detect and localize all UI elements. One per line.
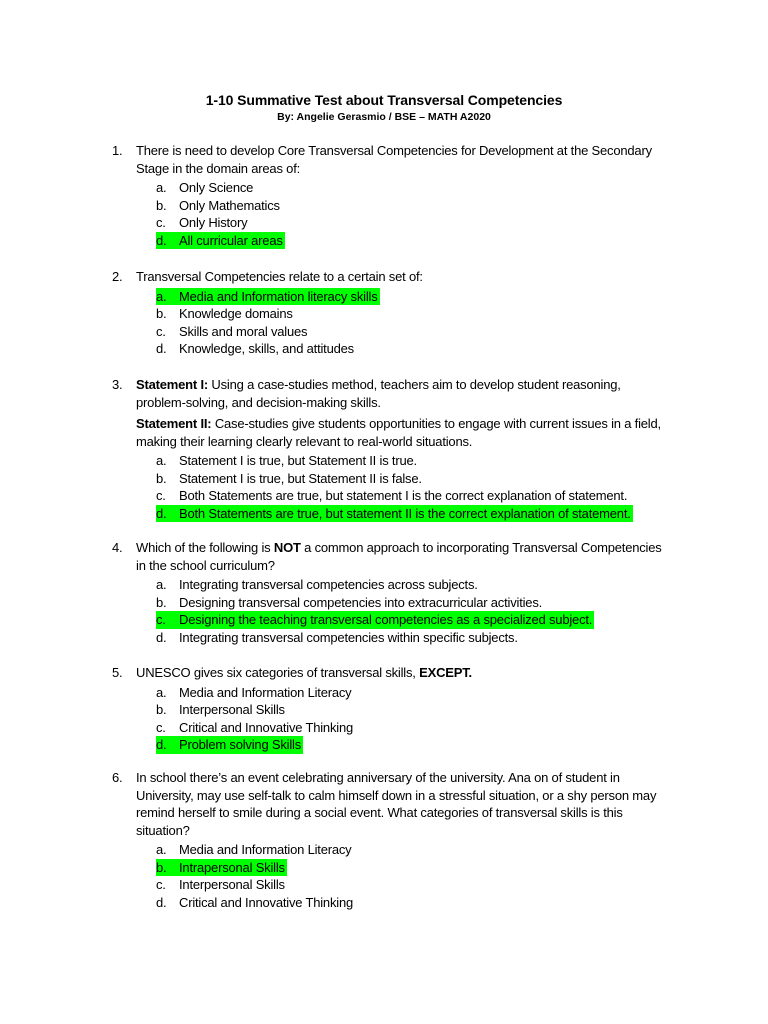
option-letter: d.	[156, 232, 167, 248]
question-text-emphasis: NOT	[273, 540, 301, 555]
question-5	[112, 664, 672, 754]
option-letter: d.	[156, 629, 167, 645]
answer-text-wrap	[156, 179, 255, 197]
answer-option	[156, 470, 672, 488]
answer-text-wrap	[156, 470, 424, 488]
statement-2-text: Case-studies give students opportunities to engage with current issues in a field, making their learning clearly relevant to real-world situations.	[136, 416, 661, 449]
answer-text-wrap	[156, 452, 419, 470]
answer-text-wrap	[156, 197, 282, 215]
options-list	[156, 841, 672, 911]
option-letter: d.	[156, 505, 167, 521]
option-letter: a.	[156, 453, 167, 468]
answer-option	[156, 611, 672, 629]
answer-text-wrap	[156, 214, 249, 232]
option-text: Skills and moral values	[179, 323, 308, 339]
question-number: 4.	[112, 540, 123, 555]
highlighted-answer	[156, 736, 303, 754]
answer-text-wrap	[156, 629, 520, 647]
question-text-part: a common approach to incorporating Transversal Competencies in the school curriculum?	[136, 540, 662, 573]
answer-option	[156, 701, 672, 719]
option-text: Integrating transversal competencies across subjects.	[179, 577, 478, 592]
document-title: 1-10 Summative Test about Transversal Competencies	[205, 92, 563, 108]
option-letter: b.	[156, 197, 167, 213]
option-text: Both Statements are true, but statement I is the correct explanation of statement.	[179, 488, 628, 503]
option-text: Problem solving Skills	[179, 737, 302, 752]
question-text	[136, 539, 672, 574]
option-letter: b.	[156, 859, 167, 875]
highlighted-answer	[156, 288, 380, 306]
question-number: 3.	[112, 377, 123, 392]
options-list	[156, 288, 672, 358]
question-number: 2.	[112, 269, 123, 284]
answer-option	[156, 684, 672, 702]
option-text: All curricular areas	[179, 232, 283, 248]
option-text: Integrating transversal competencies within specific subjects.	[179, 629, 518, 645]
answer-option	[156, 452, 672, 470]
option-text: Interpersonal Skills	[179, 702, 285, 717]
option-letter: c.	[156, 323, 166, 339]
option-letter: c.	[156, 215, 166, 230]
question-4	[112, 539, 672, 646]
option-text: Only Science	[179, 180, 254, 195]
option-letter: d.	[156, 341, 167, 356]
question-2	[112, 268, 672, 358]
statement-1	[136, 376, 672, 411]
option-text: Interpersonal Skills	[179, 877, 285, 892]
question-number: 6.	[112, 770, 123, 785]
question-text: There is need to develop Core Transversal Competencies for Development at the Secondary Stage in the domain areas of:	[136, 143, 652, 176]
statement-1-text: Using a case-studies method, teachers aim to develop student reasoning, problem-solving, and decision-making skills.	[136, 377, 621, 410]
answer-option	[156, 288, 672, 306]
option-letter: a.	[156, 577, 167, 592]
answer-text-wrap	[156, 719, 355, 737]
answer-option	[156, 340, 672, 358]
option-text: Designing the teaching transversal competencies as a specialized subject.	[179, 612, 593, 627]
question-text-emphasis: EXCEPT.	[419, 665, 472, 680]
document-byline: By: Angelie Gerasmio / BSE – MATH A2020	[277, 111, 491, 123]
answer-option	[156, 841, 672, 859]
question-text: In school there’s an event celebrating anniversary of the university. Ana on of student in University, may use self-talk to calm himself down in a stressful situation, or a shy person may remind herself to smile during a social event. What categories of transversal skills is this situation?	[136, 770, 657, 838]
option-text: Knowledge domains	[179, 306, 293, 321]
answer-option	[156, 576, 672, 594]
question-1	[112, 142, 672, 249]
answer-option	[156, 487, 672, 505]
answer-text-wrap	[156, 340, 356, 358]
answer-text-wrap	[156, 894, 355, 912]
options-list	[156, 576, 672, 646]
answer-option	[156, 232, 672, 250]
highlighted-answer	[156, 859, 287, 877]
options-list	[156, 684, 672, 754]
option-letter: c.	[156, 719, 166, 735]
answer-option	[156, 323, 672, 341]
answer-option	[156, 179, 672, 197]
option-letter: a.	[156, 288, 167, 304]
answer-option	[156, 876, 672, 894]
question-text-part: UNESCO gives six categories of transversal skills,	[136, 665, 420, 680]
option-text: Only History	[179, 215, 248, 230]
option-letter: a.	[156, 180, 167, 195]
highlighted-answer	[156, 505, 633, 523]
option-letter: a.	[156, 842, 167, 857]
question-text: Transversal Competencies relate to a certain set of:	[136, 269, 423, 284]
answer-option	[156, 305, 672, 323]
statement-2	[136, 415, 672, 450]
question-number: 5.	[112, 665, 123, 680]
option-text: Critical and Innovative Thinking	[179, 719, 354, 735]
answer-text-wrap	[156, 305, 295, 323]
option-letter: d.	[156, 894, 167, 910]
answer-text-wrap	[156, 876, 287, 894]
answer-text-wrap	[156, 487, 629, 505]
option-letter: a.	[156, 684, 167, 700]
option-letter: d.	[156, 737, 167, 752]
answer-option	[156, 505, 672, 523]
answer-option	[156, 214, 672, 232]
option-text: Both Statements are true, but statement II is the correct explanation of statement.	[179, 505, 631, 521]
options-list	[156, 452, 672, 522]
statement-2-label: Statement II:	[136, 416, 212, 431]
option-text: Statement I is true, but Statement II is false.	[179, 470, 422, 486]
statement-1-label: Statement I:	[136, 377, 209, 392]
answer-text-wrap	[156, 323, 309, 341]
answer-text-wrap	[156, 841, 353, 859]
option-text: Media and Information Literacy	[179, 684, 352, 700]
answer-text-wrap	[156, 594, 544, 612]
answer-text-wrap	[156, 576, 480, 594]
option-text: Only Mathematics	[179, 197, 280, 213]
option-letter: b.	[156, 306, 167, 321]
question-number: 1.	[112, 143, 123, 158]
answer-option	[156, 859, 672, 877]
answer-option	[156, 594, 672, 612]
option-letter: c.	[156, 612, 166, 627]
question-text-part: Which of the following is	[136, 540, 274, 555]
option-letter: b.	[156, 702, 167, 717]
option-letter: c.	[156, 877, 166, 892]
question-6	[112, 769, 672, 911]
question-3	[112, 376, 672, 522]
answer-option	[156, 736, 672, 754]
highlighted-answer	[156, 232, 285, 250]
option-text: Designing transversal competencies into extracurricular activities.	[179, 594, 543, 610]
option-text: Knowledge, skills, and attitudes	[179, 341, 354, 356]
option-text: Media and Information Literacy	[179, 842, 352, 857]
question-text	[136, 664, 672, 682]
answer-option	[156, 719, 672, 737]
option-text: Statement I is true, but Statement II is true.	[179, 453, 417, 468]
answer-option	[156, 894, 672, 912]
answer-option	[156, 197, 672, 215]
option-letter: b.	[156, 470, 167, 486]
option-text: Critical and Innovative Thinking	[179, 894, 354, 910]
option-letter: b.	[156, 594, 167, 610]
answer-option	[156, 629, 672, 647]
option-text: Intrapersonal Skills	[179, 859, 285, 875]
highlighted-answer	[156, 611, 594, 629]
answer-text-wrap	[156, 701, 287, 719]
answer-text-wrap	[156, 684, 353, 702]
option-letter: c.	[156, 488, 166, 503]
option-text: Media and Information literacy skills	[179, 288, 378, 304]
options-list	[156, 179, 672, 249]
